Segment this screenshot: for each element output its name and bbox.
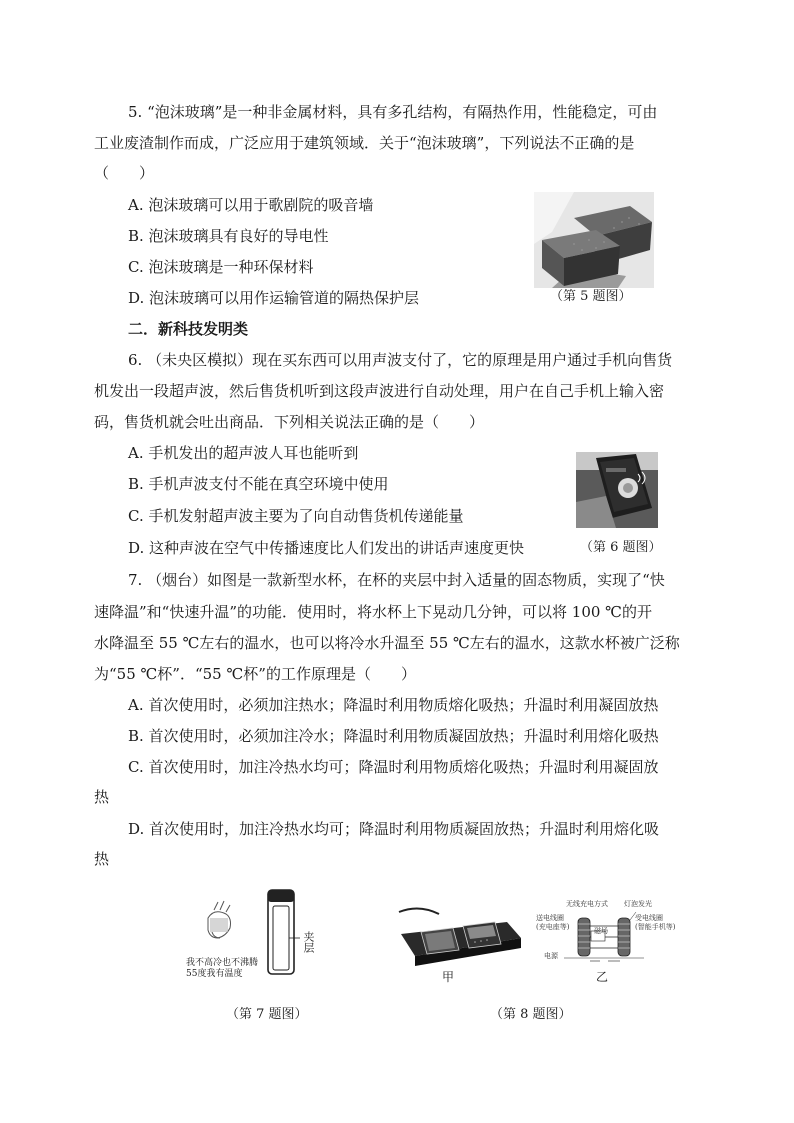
q8-label-method: 无线充电方式: [566, 900, 608, 908]
q7-option-b: B. 首次使用时，必须加注冷水；降温时利用物质凝固放热；升温时利用熔化吸热: [128, 727, 659, 745]
q5-foam-glass-photo: [534, 192, 654, 288]
q7-option-a: A. 首次使用时，必须加注热水；降温时利用物质熔化吸热；升温时利用凝固放热: [128, 696, 659, 714]
section-2-title: 二．新科技发明类: [128, 320, 249, 338]
q7-option-d: D. 首次使用时，加注冷热水均可；降温时利用物质凝固放热；升温时利用熔化吸: [128, 820, 660, 838]
q5-stem-line-3: （ ）: [94, 164, 155, 182]
q6-stem-line-2: 机发出一段超声波，然后售货机听到这段声波进行自动处理，用户在自己手机上输入密: [94, 382, 665, 400]
q8-figure-caption: （第 8 题图）: [490, 1007, 572, 1022]
q6-option-d: D. 这种声波在空气中传播速度比人们发出的讲话声速度更快: [128, 539, 525, 557]
q6-option-a: A. 手机发出的超声波人耳也能听到: [128, 444, 359, 462]
q8-label-send-base: (充电座等): [536, 923, 570, 931]
q7-option-c: C. 首次使用时，加注冷热水均可；降温时利用物质熔化吸热；升温时利用凝固放: [128, 758, 659, 776]
q5-stem-line-1: 5. “泡沫玻璃”是一种非金属材料，具有多孔结构，有隔热作用，性能稳定，可由: [128, 103, 658, 121]
q5-stem-line-2: 工业废渣制作而成，广泛应用于建筑领域．关于“泡沫玻璃”，下列说法不正确的是: [94, 134, 635, 152]
q8-label-yi: 乙: [596, 970, 609, 984]
q7-stem-line-1: 7. （烟台）如图是一款新型水杯，在杯的夹层中封入适量的固态物质，实现了“快: [128, 571, 665, 589]
q8-label-light: 灯泡发光: [624, 900, 652, 908]
q7-stem-line-2: 速降温”和“快速升温”的功能．使用时，将水杯上下晃动几分钟，可以将 100 ℃的开: [94, 603, 652, 621]
q7-stem-line-3: 水降温至 55 ℃左右的温水，也可以将冷水升温至 55 ℃左右的温水，这款水杯被广泛称: [94, 634, 680, 652]
q7-slogan-line-1: 我不高冷也不沸腾: [186, 958, 259, 968]
q5-option-d: D. 泡沫玻璃可以用作运输管道的隔热保护层: [128, 289, 420, 307]
q6-option-b: B. 手机声波支付不能在真空环境中使用: [128, 475, 389, 493]
q8-label-power: 电源: [544, 952, 558, 960]
q7-layer-label: 夹层: [302, 931, 315, 953]
q7-slogan-line-2: 55度我有温度: [186, 969, 243, 979]
q6-phone-payment-photo: [576, 452, 658, 528]
q7-option-d-cont: 热: [94, 850, 110, 868]
q6-figure-caption: （第 6 题图）: [580, 540, 662, 555]
q6-stem-line-1: 6. （未央区模拟）现在买东西可以用声波支付了，它的原理是用户通过手机向售货: [128, 351, 673, 369]
q5-option-a: A. 泡沫玻璃可以用于歌剧院的吸音墙: [128, 196, 374, 214]
q6-stem-line-3: 码，售货机就会吐出商品．下列相关说法正确的是（ ）: [94, 413, 485, 431]
q7-option-c-cont: 热: [94, 788, 110, 806]
q8-label-jia: 甲: [442, 970, 455, 984]
q7-stem-line-4: 为“55 ℃杯”．“55 ℃杯”的工作原理是（ ）: [94, 665, 416, 683]
q7-figure-caption: （第 7 题图）: [226, 1007, 308, 1022]
q8-charger-photo: [397, 904, 522, 966]
q8-label-recv-coil: 受电线圈: [635, 914, 663, 922]
q8-label-send-coil: 送电线圈: [536, 914, 564, 922]
q5-option-c: C. 泡沫玻璃是一种环保材料: [128, 258, 314, 276]
q5-figure-caption: （第 5 题图）: [550, 289, 632, 304]
q8-label-recv-phone: (智能手机等): [635, 923, 676, 931]
q5-option-b: B. 泡沫玻璃具有良好的导电性: [128, 227, 329, 245]
q8-label-magnet: 磁场: [594, 927, 608, 935]
q6-option-c: C. 手机发射超声波主要为了向自动售货机传递能量: [128, 507, 464, 525]
